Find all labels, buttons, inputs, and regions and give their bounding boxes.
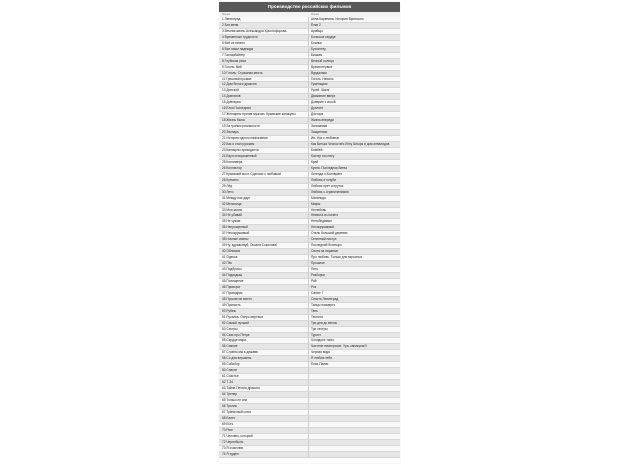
cell-col2: Прошлое	[311, 261, 325, 266]
cell-col1: 3 Вечная жизнь Александра Христофорова	[219, 29, 309, 34]
cell-col1: 71 Человек, который	[219, 434, 309, 439]
cell-col1: 48 Проклятое место	[219, 297, 309, 302]
cell-col1: 9 Гоголь. Вий	[219, 65, 309, 70]
cell-col1: 32 Мельница	[219, 202, 309, 207]
cell-col1: 34 Не убивай	[219, 213, 309, 218]
cell-col2: Костер на снегу	[311, 153, 335, 158]
cell-col2: Анна Каренина. История Вронского	[311, 17, 364, 21]
cell-col2	[309, 392, 400, 397]
cell-col1: 37 Несокрушимый	[219, 231, 309, 236]
column-header-2: Фильм	[311, 13, 320, 16]
cell-col1: 41 Одесса	[219, 255, 309, 260]
cell-col1: 22 Как я стал русским	[219, 142, 309, 147]
cell-col2: Движение вверх	[311, 94, 336, 99]
table-row	[219, 452, 400, 458]
cell-col1: 51 Русалка. Озеро мертвых	[219, 315, 309, 320]
cell-col2	[309, 398, 400, 403]
cell-col1: 53 Сестры	[219, 327, 309, 332]
cell-col1: 36 Непрощенный	[219, 225, 309, 230]
cell-col2: Легенда о Коловрате	[311, 171, 343, 176]
cell-col1: 4 Временные трудности	[219, 35, 309, 40]
cell-col1: 21 История одного назначения	[219, 136, 309, 141]
cell-col1: 15 Довлерка	[219, 100, 309, 105]
cell-col1: 46 Приворот	[219, 285, 309, 290]
cell-col1: 7 Гастарбайтер	[219, 53, 309, 58]
cell-col2: Я люблю тебя	[311, 356, 332, 361]
cell-col1: 11 Грешный промах	[219, 77, 309, 82]
cell-col1: 66 Тролль	[219, 404, 309, 409]
cell-col1: 44 Подкидыш	[219, 273, 309, 278]
cell-col1: 28 Купчино	[219, 178, 309, 183]
cell-col2: Невеста из ничего	[311, 213, 339, 218]
cell-col1: 68 Балет	[219, 416, 309, 421]
cell-col1: 14 Довлатов	[219, 94, 309, 99]
cell-col1: 74 Я худею	[219, 452, 309, 457]
cell-col1: 43 Подбросы	[219, 267, 309, 272]
cell-col2: Пять	[311, 267, 319, 272]
cell-col2: Гуменщики	[311, 82, 328, 87]
cell-col2: Большое сердце	[311, 34, 336, 39]
table-body	[219, 17, 400, 458]
document-sheet	[219, 2, 400, 463]
cell-col1: 62 Т-34	[219, 380, 309, 385]
cell-col1: 19 За гранью реальности	[219, 124, 309, 129]
cell-col1: 35 Не чужие	[219, 219, 309, 224]
cell-col2	[309, 428, 400, 433]
cell-col2: Рай	[311, 278, 317, 283]
cell-col1: 61 Счастье	[219, 374, 309, 379]
cell-col1: 17 Женщины против мужчин. Крымские каникулы	[219, 112, 309, 117]
cell-col1: 73 Я счастлив	[219, 446, 309, 451]
cell-col1: 63 Тайна Печати дракона	[219, 386, 309, 391]
cell-col1: 25 Когнимера	[219, 160, 309, 165]
cell-col1: 1 Ленинград	[219, 17, 309, 22]
cell-col2: Как Витька Чеснок вёз Лёху Штыря в дом инвалидов	[311, 142, 390, 147]
cell-col2: Край	[311, 159, 319, 164]
cell-col2	[309, 410, 400, 415]
cell-col1: 18 Жизнь была	[219, 118, 309, 123]
cell-col2: Три дня до весны	[311, 320, 338, 325]
cell-col2: Охота на пиранью	[311, 249, 339, 254]
cell-col1: 42 Пёс	[219, 261, 309, 266]
cell-col2	[309, 440, 400, 445]
cell-col2: Ив. Ура с любовью	[311, 136, 340, 141]
cell-col1: 39 Ну, здравствуй, Оксана Соколова!	[219, 243, 309, 248]
cell-col1: 24 Карп отмороженный	[219, 154, 309, 159]
cell-col2: Жизнь впереди	[311, 118, 334, 123]
cell-col1: 30 Лето	[219, 190, 309, 195]
cell-col1: 29 Лёд	[219, 184, 309, 189]
cell-col1: 70 Рим	[219, 428, 309, 433]
cell-col2	[309, 404, 400, 409]
cell-col1: 16 Елка Последняя	[219, 106, 309, 111]
cell-col2: Доверие с косой	[311, 100, 336, 105]
cell-col2: Мифы	[311, 201, 321, 206]
cell-col1: 27 Крымский мост. Сделано с любовью!	[219, 172, 309, 177]
cell-col2: Доктора	[311, 112, 324, 117]
cell-col2: Матильда	[311, 195, 326, 200]
cell-col1: 49 Пропасть	[219, 303, 309, 308]
cell-col2: Ёлки 2	[311, 22, 321, 27]
cell-col1: 26 Коллектор	[219, 166, 309, 171]
cell-col2: Любовь и голуби	[311, 177, 336, 182]
cell-col2: Тень	[311, 308, 318, 313]
cell-col2: Холодное танго	[311, 338, 335, 343]
cell-col1: 40 Обломов	[219, 249, 309, 254]
cell-col2: Вечный солнца	[311, 58, 334, 63]
cell-col2: Бланка	[311, 40, 322, 45]
cell-col1: 67 Тряпичный союз	[219, 410, 309, 415]
cell-col2	[309, 374, 400, 379]
cell-col2: Вурдалаки	[311, 70, 327, 75]
cell-col1: 10 Гоголь. Страшная месть	[219, 71, 309, 76]
cell-col2: Частное пионерское. Ура, каникулы!!!	[311, 344, 367, 349]
cell-col1: 50 Рубеж	[219, 309, 309, 314]
cell-col2: Время первых	[311, 64, 333, 69]
document-title: Производство российских фильмов	[219, 2, 400, 12]
cell-col1: 6 Все наши надежды	[219, 47, 309, 52]
cell-col1: 20 Звонарь	[219, 130, 309, 135]
cell-col2: Разборки	[311, 272, 325, 277]
cell-col1: 64 Тренер	[219, 392, 309, 397]
cell-col2: Танцы насмерть	[311, 302, 336, 307]
cell-col1: 57 Словно мы в дежавю	[219, 350, 309, 355]
cell-col2	[309, 416, 400, 421]
cell-col2	[309, 422, 400, 427]
cell-col2: Гоголь. Начало	[311, 76, 334, 81]
cell-col2: Любовь прет и прутся	[311, 183, 344, 188]
cell-col2: Огненный пастух	[311, 237, 337, 242]
cell-col2	[309, 380, 400, 385]
cell-col2: Гусей. Шагаг	[311, 88, 330, 93]
cell-col2: Нелюбовь	[311, 207, 327, 212]
cell-col2: Бишкек	[311, 52, 323, 57]
cell-col2: Про любовь. Только для взрослых	[311, 255, 363, 260]
cell-col1: 5 Всё из ничего	[219, 41, 309, 46]
cell-col2: Несокрушимый	[311, 225, 334, 230]
cell-col2: Черная вода	[311, 350, 330, 355]
cell-col2: Заложники	[311, 124, 328, 129]
cell-col2	[309, 434, 400, 439]
cell-col2: Три сестры	[311, 326, 328, 331]
cell-col1: 55 Сердце мира	[219, 338, 309, 343]
cell-col1: 31 Между нас двух	[219, 196, 309, 201]
cell-col1: 52 Самый лучший	[219, 321, 309, 326]
cell-col2: Спасти Ленинград	[311, 296, 339, 301]
cell-col2: Рок	[311, 284, 317, 289]
cell-col2: Салют 7	[311, 290, 324, 295]
cell-col2	[309, 446, 400, 451]
cell-col2: Бомбей	[311, 147, 323, 152]
cell-col1: 13 Донской	[219, 88, 309, 93]
cell-col2: Кухня. Последняя битва	[311, 165, 347, 170]
cell-col1: 12 Дом белого дракона	[219, 82, 309, 87]
cell-col1: 45 Похищение	[219, 279, 309, 284]
cell-col1: 59 Собибор	[219, 362, 309, 367]
cell-col2	[309, 368, 400, 373]
cell-col1: 60 Спасти	[219, 368, 309, 373]
cell-col1: 8 Глубокая река	[219, 59, 309, 64]
cell-col2: Отель большой деревни	[311, 231, 348, 236]
cell-col1: 56 Сияние	[219, 344, 309, 349]
cell-col1: 69 Есть	[219, 422, 309, 427]
cell-col1: 23 Каникулы президента	[219, 148, 309, 153]
cell-col1: 33 Моя жизнь	[219, 208, 309, 213]
cell-col2: Турист	[311, 332, 321, 337]
column-header-1: Фильм	[222, 13, 231, 16]
cell-col1: 72 Чернобыль	[219, 440, 309, 445]
cell-col1: 65 Только не они	[219, 398, 309, 403]
cell-col1: 38 Ночные смены	[219, 237, 309, 242]
cell-col2: Непобедимые	[311, 219, 332, 224]
cell-col2: Бухгалтер	[311, 46, 326, 51]
cell-col2	[309, 452, 400, 457]
cell-col1: 2 Без меня	[219, 23, 309, 28]
cell-col1: 54 Сказ про Петра	[219, 333, 309, 338]
cell-col2	[309, 386, 400, 391]
cell-col1: 58 Со дна вершины	[219, 356, 309, 361]
cell-col2: Последний богатырь	[311, 243, 342, 248]
cell-col2: Защитники	[311, 130, 328, 135]
cell-col2: Дуэлянт	[311, 106, 324, 111]
cell-col2: Теснота	[311, 314, 323, 319]
cell-col2: Любовь с ограничениями	[311, 189, 349, 194]
cell-col2: Арийцы	[311, 28, 323, 33]
cell-col1: 47 Проводник	[219, 291, 309, 296]
cell-col2: Ёлки-Палки	[311, 362, 329, 367]
